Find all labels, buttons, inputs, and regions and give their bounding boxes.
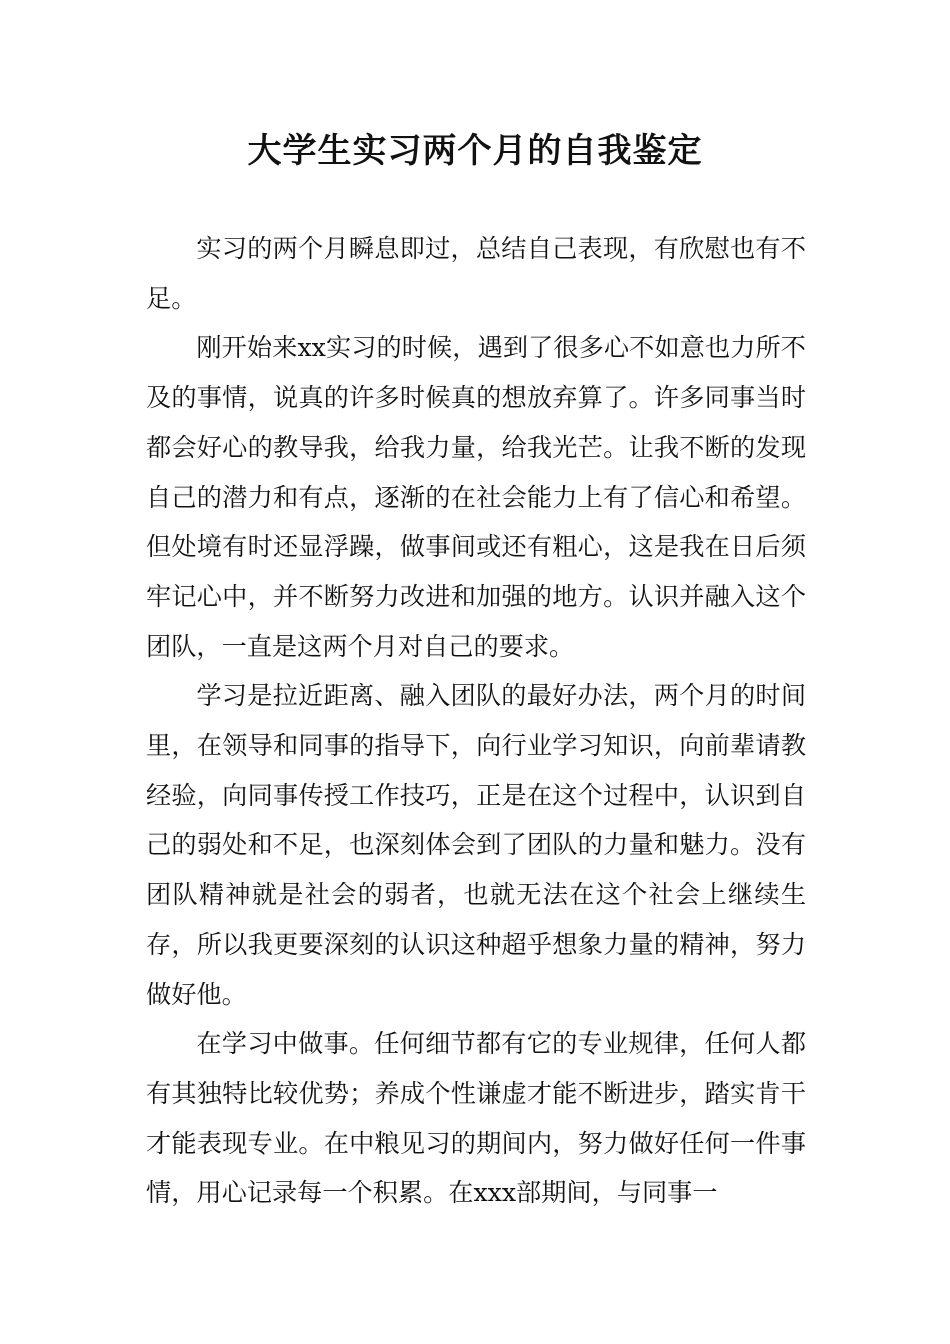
paragraph-1: 实习的两个月瞬息即过，总结自己表现，有欣慰也有不足。: [146, 234, 806, 313]
document-body: [146, 224, 806, 1218]
paragraph-2: 刚开始来xx实习的时候，遇到了很多心不如意也力所不及的事情，说真的许多时候真的想放弃算了。许多同事当时都会好心的教导我，给我力量，给我光芒。让我不断的发现自己的潜力和有点，逐渐的在社会能力上有了信心和希望。但处境有时还显浮躁，做事间或还有粗心，这是我在日后须牢记心中，并不断努力改进和加强的地方。认识并融入这个团队，一直是这两个月对自己的要求。: [146, 333, 806, 661]
paragraph-4: 在学习中做事。任何细节都有它的专业规律，任何人都有其独特比较优势；养成个性谦虚才能不断进步，踏实肯干才能表现专业。在中粮见习的期间内，努力做好任何一件事情，用心记录每一个积累。在xxx部期间，与同事一: [146, 1029, 806, 1208]
paragraph-3: 学习是拉近距离、融入团队的最好办法，两个月的时间里，在领导和同事的指导下，向行业学习知识，向前辈请教经验，向同事传授工作技巧，正是在这个过程中，认识到自己的弱处和不足，也深刻体会到了团队的力量和魅力。没有团队精神就是社会的弱者，也就无法在这个社会上继续生存，所以我更要深刻的认识这种超乎想象力量的精神，努力做好他。: [146, 681, 806, 1009]
document-title: 大学生实习两个月的自我鉴定: [247, 131, 703, 171]
